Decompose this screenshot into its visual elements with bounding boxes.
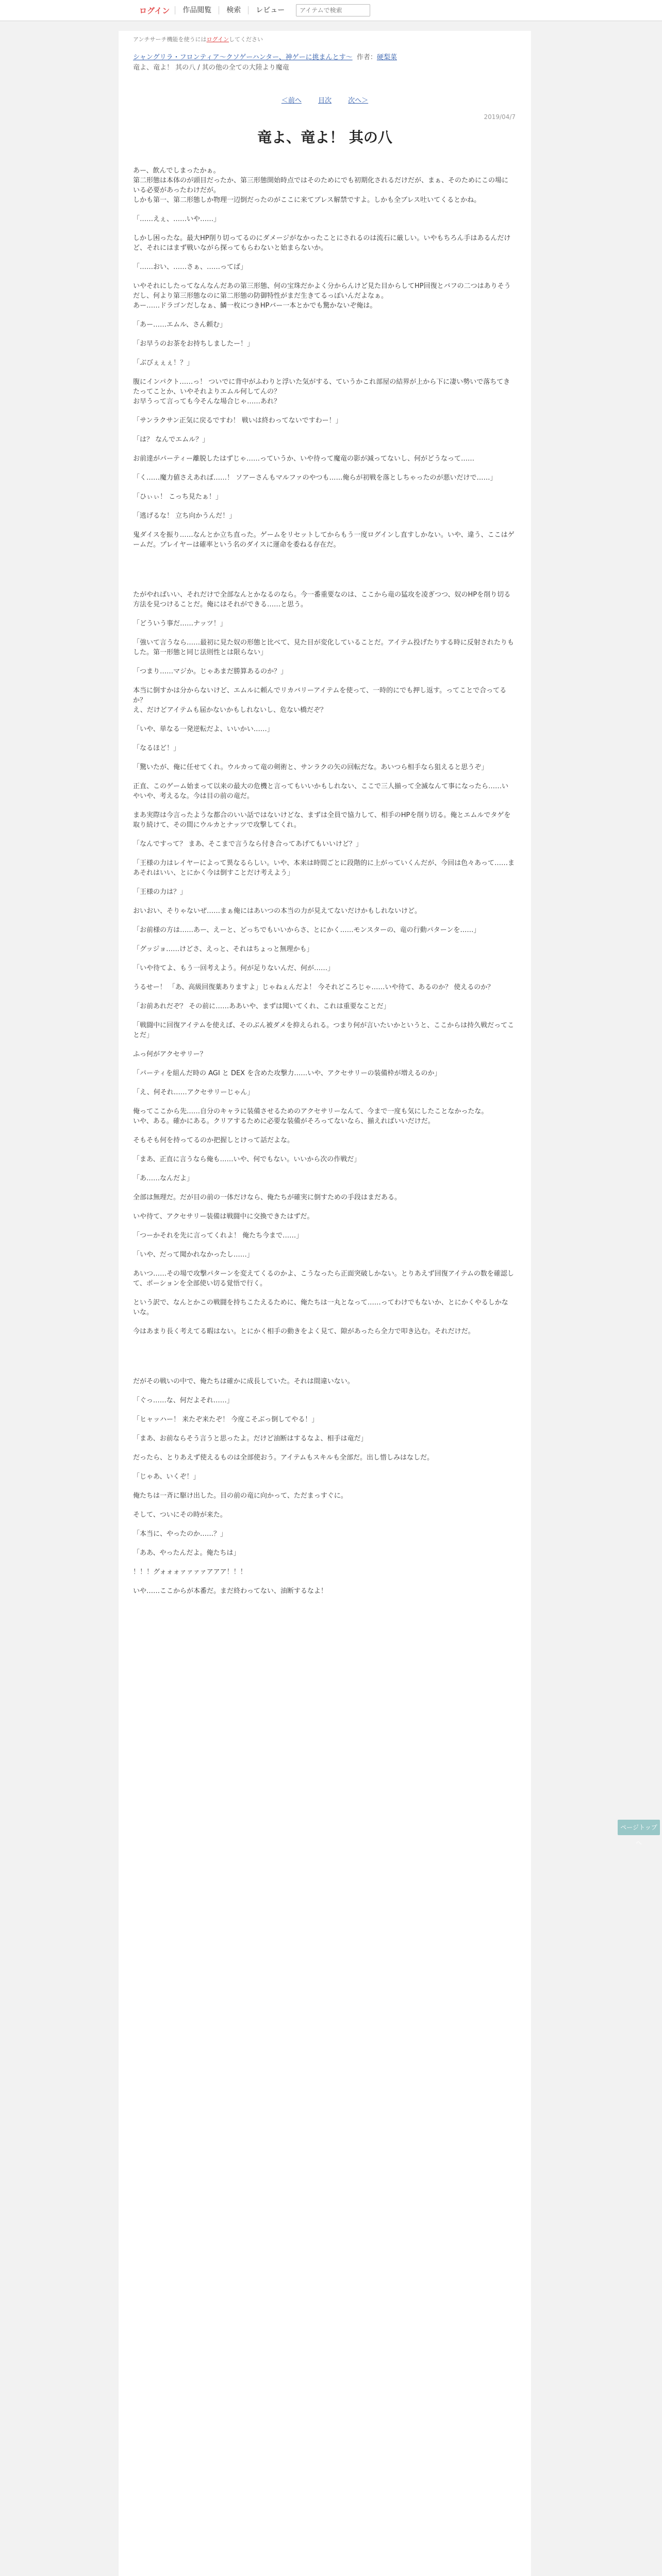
novel-paragraph: 「あー……エムル、さん頼む」 [133,321,226,329]
login-link[interactable]: ログイン [139,6,170,15]
section-break [133,559,515,590]
next-chapter-link[interactable]: 次へ＞ [348,97,369,105]
novel-paragraph: 「いや待てよ、もう一回考えよう。何が足りないんだ、何が……」 [133,964,335,972]
novel-paragraph: 「つまり……マジか。じゃあまだ勝算あるのか？」 [133,668,288,675]
prev-chapter-link[interactable]: ＜前へ [281,97,302,105]
novel-paragraph: お前達がパーティー離脱したはずじゃ……っていうか、いや待って魔竜の影が減ってないし、何がどうなって…… [133,455,474,463]
novel-paragraph: 「お前様の方は……あー、えーと、どっちでもいいからさ、とにかく……モンスターの、竜の行動パターンを……」 [133,926,481,934]
novel-paragraph: 「驚いたが、俺に任せてくれ。ウルカって竜の剣術と、サンラクの矢の回転だな。あいつら相手なら狙えると思うぞ」 [133,764,488,771]
novel-paragraph: 「え、何それ……アクセサリーじゃん」 [133,1089,254,1096]
novel-paragraph: 正直、このゲーム始まって以来の最大の危機と言ってもいいかもしれない、ここで三人揃って全滅なんて事になったら……いやいや、考えるな。今は目の前の竜だ。 [133,783,509,800]
novel-paragraph: 「……えぇ、……いや……」 [133,215,221,223]
novel-paragraph: 「グッジョ……けどさ、えっと、それはちょっと無理かも」 [133,945,313,953]
nav-review-link[interactable]: レビュー [248,6,292,14]
chapter-pager [119,95,531,105]
author-prefix: 作者： [356,54,377,61]
author-link[interactable]: 硬梨菜 [376,54,397,61]
novel-paragraph: 「いや、単なる一発逆転だよ、いいかい……」 [133,725,274,733]
publish-date: 2019/04/7 [484,113,516,121]
novel-paragraph: 「お早うのお茶をお持ちしましたー！」 [133,340,254,348]
novel-paragraph: 「ああ、やったんだよ。俺たちは」 [133,1549,240,1557]
novel-paragraph: 「まあ、正直に言うなら俺も……いや、何でもない。いいから次の作戦だ」 [133,1156,361,1163]
novel-paragraph: 「お前あれだぞ？ その前に……ああいや、まずは聞いてくれ、これは重要なことだ」 [133,1003,390,1010]
novel-paragraph: たがやればいい、それだけで全部なんとかなるのなら。今一番重要なのは、ここから竜の猛攻を凌ぎつつ、奴のHPを削り切る方法を見つけることだ。俺にはそれができる……と思う。 [133,591,511,608]
novel-paragraph: だったら、とりあえず使えるものは全部使おう。アイテムもスキルも全部だ。出し惜しみはなしだ。 [133,1454,434,1462]
novel-paragraph: いや……ここからが本番だ。まだ終わってない、油断するなよ！ [133,1587,327,1595]
novel-paragraph: 「ひぃぃ！ こっち見たぁ！」 [133,493,222,501]
novel-paragraph: 「王様の力はレイヤーによって異なるらしい。いや、本来は時間ごとに段階的に上がっていくんだが、今回は色々あって……まあそれはいい、とにかく今は倒すことだけ考えよう」 [133,859,515,877]
login-notice [133,35,263,43]
novel-paragraph: 俺たちは一斉に駆け出した。目の前の竜に向かって、ただまっすぐに。 [133,1492,347,1500]
novel-paragraph: あいつ……その場で攻撃パターンを変えてくるのかよ、こうなったら正面突破しかない。とりあえず回復アイテムの数を確認して、ポーションを全部使い切る覚悟で行く。 [133,1270,514,1287]
novel-paragraph: 全部は無理だ。だが目の前の一体だけなら、俺たちが確実に倒すための手段はまだある。 [133,1194,402,1201]
novel-paragraph: 「あ……なんだよ」 [133,1175,194,1182]
nav-browse-link[interactable]: 作品閲覧 [175,6,219,14]
nav-search-link[interactable]: 検索 [219,6,248,14]
novel-paragraph: 「まあ、お前ならそう言うと思ったよ。だけど油断はするなよ、相手は竜だ」 [133,1435,368,1443]
novel-paragraph: 鬼ダイスを振り……なんとか立ち直った。ゲームをリセットしてからもう一度ログインし直すしかない。いや、違う、ここはゲームだ。プレイヤーは確率という名のダイスに運命を委ねる存在だ。 [133,531,515,549]
novel-paragraph: ふっ何がアクセサリー？ [133,1050,207,1058]
search-input[interactable] [296,4,370,16]
novel-paragraph: あー、飲んでしまったかぁ。 第二形態は本体のが頭目だったか、第三形態開始時点ではそのためにでも初期化されるだけだが、まぁ、そのためにこの場にいる必要があったわけだが。 しかも第一、第二形態しか物理一辺倒だったのがここに来てブレス解禁ですよ。しかも全ブレス吐いてくるとかね。 [133,167,509,204]
novel-paragraph: そもそも何を持ってるのか把握しとけって話だよな。 [133,1137,294,1144]
top-navigation-inner [139,0,370,21]
novel-paragraph: 「く……魔力値さえあれば……！ ソアーさんもマルファのやつも……俺らが初戦を落としちゃったのが悪いだけで……」 [133,474,497,482]
novel-paragraph: 本当に倒すかは分からないけど、エムルに頼んでリカバリーアイテムを使って、一時的にでも押し返す。ってことで合ってるか？ え、だけどアイテムも届かないかもしれないし、危ない橋だぞ？ [133,687,507,714]
breadcrumb [133,53,397,73]
novel-paragraph: 「なるほど！」 [133,744,180,752]
novel-paragraph: 「じゃあ、いくぞ！」 [133,1473,200,1481]
novel-paragraph: うるせー！ 「あ、高級回復薬ありますよ」じゃねぇんだよ！ 今それどころじゃ……いや待て、あるのか？ 使えるのか？ [133,984,494,991]
notice-suffix: してください [229,36,263,43]
novel-paragraph: 「逃げるな！ 立ち向かうんだ！」 [133,512,236,520]
novel-paragraph: 腹にインパクト……っ！ ついでに背中がふわりと浮いた気がする、ていうかこれ部屋の結界が上から下に凄い勢いで落ちてきたってことか、いやそれよりエムル何してんの？ お早うって言っても今そんな場合じゃ……あれ？ [133,378,510,405]
novel-paragraph: しかし困ったな。最大HP削り切ってるのにダメージがなかったことにされるのは流石に厳しい。いやもちろん手はあるんだけど、それにはまず戦いながら探ってもらわないと始まらないか。 [133,234,511,252]
novel-paragraph: だがその戦いの中で、俺たちは確かに成長していた。それは間違いない。 [133,1378,354,1385]
novel-paragraph: 「ぶびぇぇぇ！？」 [133,359,194,367]
novel-paragraph: 「つーかそれを先に言ってくれよ！ 俺たち今まで……」 [133,1232,303,1240]
novel-paragraph: 今はあまり長く考えてる暇はない。とにかく相手の動きをよく見て、隙があったら全力で叩き込む。それだけだ。 [133,1328,475,1335]
novel-paragraph: ！！！グォォォァァァァアアア！！！ [133,1568,247,1576]
novel-paragraph: 「パーティを組んだ時の AGI と DEX を含めた攻撃力……いや、アクセサリーの装備枠が増えるのか」 [133,1070,441,1077]
novel-paragraph: まあ実際は今言ったような都合のいい話ではないけどな、まずは全員で協力して、相手のHPを削り切る。俺とエムルでタゲを取り続けて、その間にウルカとナッツで攻撃してくれ。 [133,811,511,829]
novel-paragraph: 「ぐっ……な、何だよそれ……」 [133,1397,234,1404]
novel-paragraph: 「……おい、……さぁ、……ってば」 [133,263,247,271]
novel-paragraph: という訳で、なんとかこの戦闘を持ちこたえるために、俺たちは一丸となって……ってわけでもないか、とにかくやるしかないな。 [133,1299,508,1316]
novel-paragraph: 「いや、だって聞かれなかったし……」 [133,1251,254,1259]
novel-paragraph: 「サンラクサン正気に戻るですわ！ 戦いは終わってないですわー！」 [133,417,342,425]
novel-paragraph: 「どういう事だ……ナッツ！」 [133,620,227,628]
novel-paragraph: 「ヒャッハー！ 来たぞ来たぞ！ 今度こそぶっ倒してやる！」 [133,1416,319,1423]
novel-paragraph: いや待て、アクセサリー装備は戦闘中に交換できたはずだ。 [133,1213,314,1221]
novel-paragraph: 「王様の力は？」 [133,888,187,896]
novel-paragraph: 俺ってここから先……自分のキャラに装備させるためのアクセサリーなんて、今まで一度も気にしたことなかったな。 いや、ある。確かにある。クリアするために必要な装備がそろってないなら、揃えればいいだけだ。 [133,1108,488,1125]
novel-page [119,31,531,2576]
chapter-path: 竜よ、竜よ！ 其の八 / 其の他の全ての大陸より魔竜 [133,64,289,72]
notice-prefix: アンチサーチ機能を使うには [133,36,207,43]
series-title-link[interactable]: シャングリラ・フロンティア〜クソゲーハンター、神ゲーに挑まんとす〜 [133,54,353,61]
index-link[interactable]: 目次 [318,97,332,105]
page-top-button[interactable]: ページトップへ [618,1820,660,1835]
novel-paragraph: 「強いて言うなら……最初に見た奴の形態と比べて、見た目が変化していることだ。アイテム投げたりする時に反射されたりもした。第一形態と同じ法則性とは限らない」 [133,639,514,656]
chapter-title: 竜よ、竜よ！ 其の八 [257,129,392,146]
novel-paragraph: 「なんですって？ まあ、そこまで言うなら付き合ってあげてもいいけど？」 [133,840,362,848]
novel-paragraph: 「は？ なんでエムル？」 [133,436,209,444]
top-navigation-bar [0,0,662,21]
novel-paragraph: おいおい、そりゃないぜ……まぁ俺にはあいつの本当の力が見えてないだけかもしれないけど。 [133,907,422,915]
notice-login-link[interactable]: ログイン [206,36,229,43]
section-break [133,1346,515,1377]
novel-paragraph: いやそれにしたってなんなんだあの第三形態、何の宝珠だかよく分からんけど見た目からしてHP回復とバフの二つはありそうだし、何より第三形態なのに第二形態の防御特性がまだ生きてるっぽいんだよなぁ。 あー……ドラゴンだしなぁ、鱗一枚につきHPバー一本とかでも驚かないぞ俺は。 [133,282,511,310]
novel-paragraph: 「戦闘中に回復アイテムを使えば、そのぶん被ダメを抑えられる。つまり何が言いたいかというと、ここからは持久戦だってことだ」 [133,1022,515,1039]
novel-paragraph: 「本当に、やったのか……？」 [133,1530,227,1538]
novel-paragraph: そして、ついにその時が来た。 [133,1511,227,1519]
novel-body [133,166,515,1605]
